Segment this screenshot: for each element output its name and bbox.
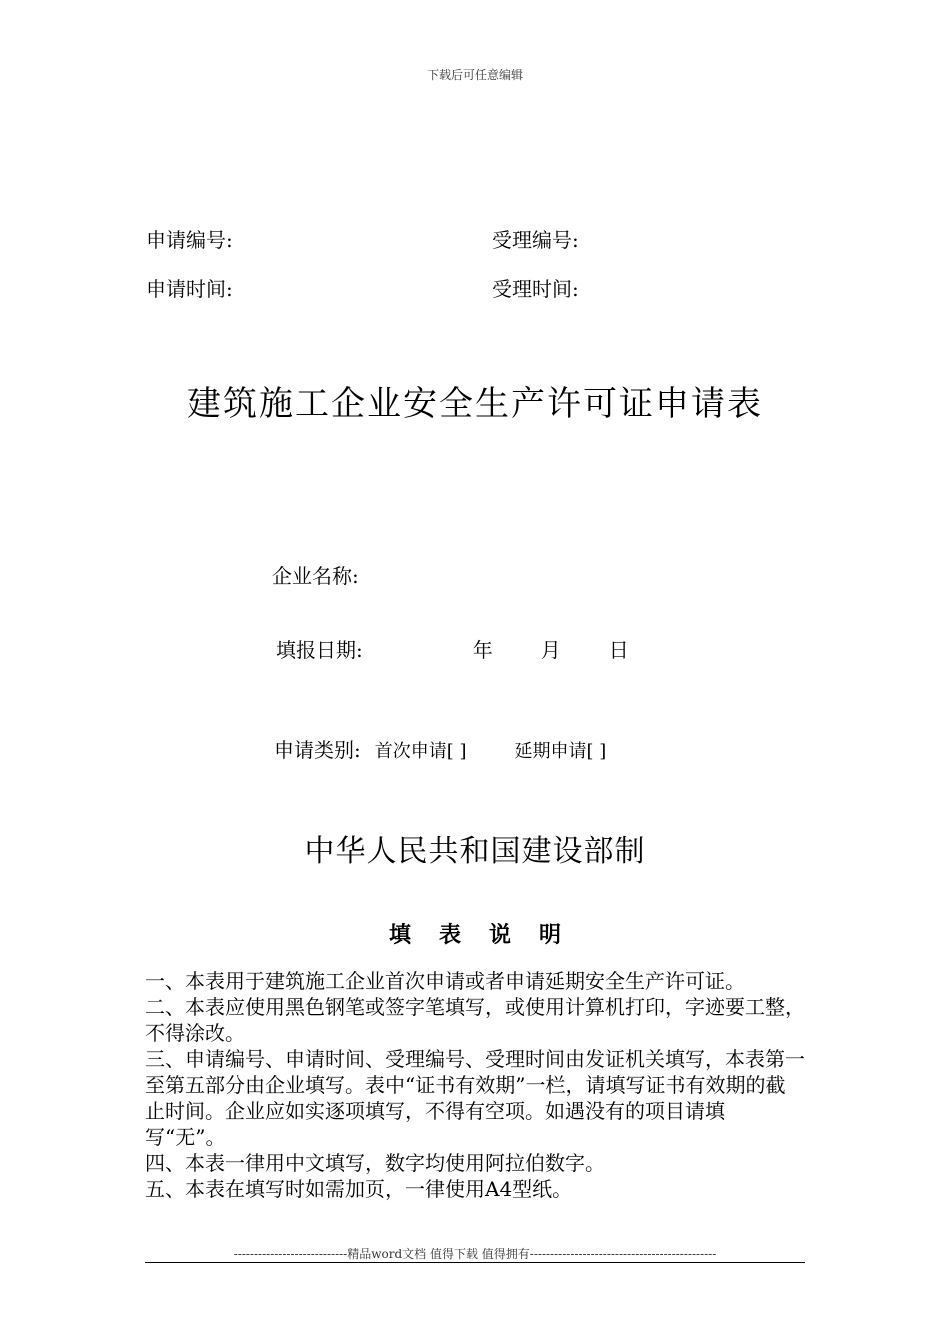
footer-divider — [145, 1262, 805, 1263]
instructions-heading-char: 明 — [539, 922, 562, 948]
application-type-label: 申请类别: — [274, 738, 361, 762]
company-name-label: 企业名称: — [272, 564, 359, 588]
fill-date-month: 月 — [540, 638, 561, 662]
instruction-item: 三、申请编号、申请时间、受理编号、受理时间由发证机关填写，本表第一至第五部分由企业填写。表中“证书有效期”一栏，请填写证书有效期的截止时间。企业应如实逐项填写，不得有空项。如遇没有的项目请填写“无”。 — [145, 1047, 805, 1149]
fill-date-year: 年 — [472, 638, 493, 662]
fill-date-row — [276, 634, 629, 663]
instructions-heading — [0, 918, 950, 949]
page-title: 建筑施工企业安全生产许可证申请表 — [187, 384, 763, 424]
instructions-body — [145, 968, 805, 1202]
issuer-text: 中华人民共和国建设部制 — [304, 834, 646, 869]
instructions-heading-char: 填 — [388, 922, 411, 948]
instruction-item: 五、本表在填写时如需加页，一律使用A4型纸。 — [145, 1177, 573, 1201]
instruction-item: 二、本表应使用黑色钢笔或签字笔填写，或使用计算机打印，字迹要工整，不得涂改。 — [145, 995, 805, 1045]
header-note: 下载后可任意编辑 — [426, 68, 523, 82]
fill-date-label: 填报日期: — [276, 638, 363, 662]
acceptance-time-label: 受理时间: — [492, 277, 579, 301]
instructions-heading-char: 说 — [489, 922, 512, 948]
fill-date-day: 日 — [608, 638, 629, 662]
application-no-label: 申请编号: — [146, 228, 233, 252]
instruction-item: 一、本表用于建筑施工企业首次申请或者申请延期安全生产许可证。 — [145, 969, 745, 993]
acceptance-no-label: 受理编号: — [492, 228, 579, 252]
instruction-item: 四、本表一律用中文填写，数字均使用阿拉伯数字。 — [145, 1151, 605, 1175]
instructions-heading-char: 表 — [438, 922, 461, 948]
first-application-option[interactable]: 首次申请[ ] — [374, 741, 467, 762]
extension-application-option[interactable]: 延期申请[ ] — [514, 741, 607, 762]
footer-text: ----------------------------精品word文档 值得下载 值得拥有---------------------------------------------- — [233, 1247, 717, 1261]
application-type-row — [274, 734, 606, 763]
application-time-label: 申请时间: — [146, 277, 233, 301]
